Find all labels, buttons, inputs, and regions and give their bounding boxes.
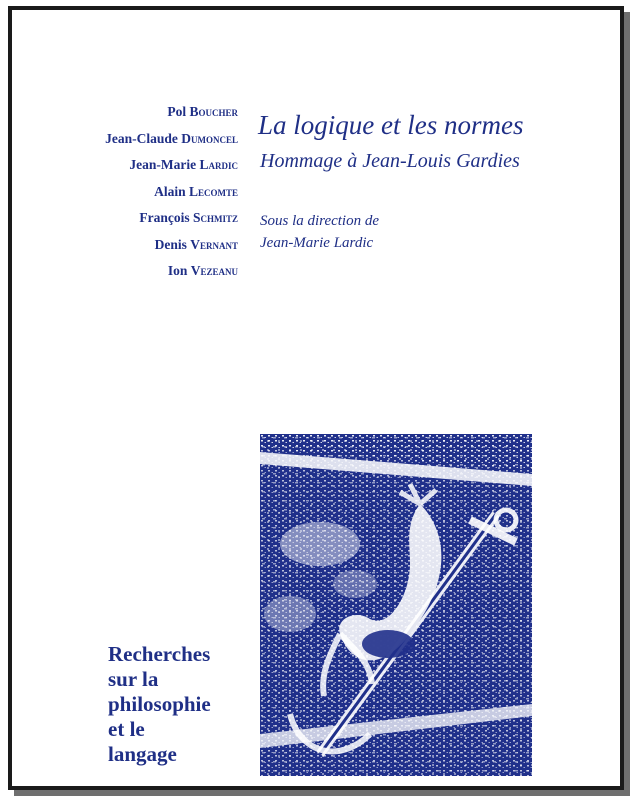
mosaic-image: [260, 434, 532, 776]
author-last-name: Lecomte: [188, 183, 238, 199]
author-first-name: Denis: [154, 236, 187, 252]
series-line: philosophie: [108, 692, 211, 716]
author-last-name: Lardic: [199, 157, 238, 172]
editorship: [260, 210, 379, 254]
author-item: [32, 157, 238, 184]
author-item: [32, 210, 238, 237]
author-list: [32, 104, 238, 290]
author-item: [32, 237, 238, 264]
author-first-name: Jean-Claude: [105, 130, 178, 146]
author-first-name: Alain: [154, 183, 186, 199]
author-last-name: Boucher: [189, 104, 238, 119]
author-item: [32, 263, 238, 290]
direction-label: Sous la direction de: [260, 213, 380, 229]
author-last-name: Vezeanu: [190, 263, 238, 278]
series-line: et le: [108, 717, 145, 741]
series-name: [108, 642, 211, 767]
author-first-name: François: [139, 210, 190, 225]
series-line: langage: [108, 742, 177, 766]
director-name: Jean-Marie Lardic: [260, 235, 374, 251]
series-line: Recherches: [108, 642, 211, 666]
author-item: [32, 104, 238, 131]
author-last-name: Schmitz: [192, 210, 238, 225]
book-subtitle: Hommage à Jean-Louis Gardies: [260, 150, 520, 172]
cover-illustration: [260, 434, 532, 776]
author-last-name: Dumoncel: [181, 130, 238, 146]
author-first-name: Ion: [167, 263, 188, 278]
author-item: [32, 131, 238, 158]
book-cover: [8, 6, 624, 790]
author-last-name: Vernant: [190, 236, 238, 252]
series-line: sur la: [108, 667, 159, 691]
author-item: [32, 184, 238, 211]
book-title: La logique et les normes: [258, 110, 524, 140]
author-first-name: Pol: [167, 104, 187, 119]
author-first-name: Jean-Marie: [129, 157, 197, 172]
